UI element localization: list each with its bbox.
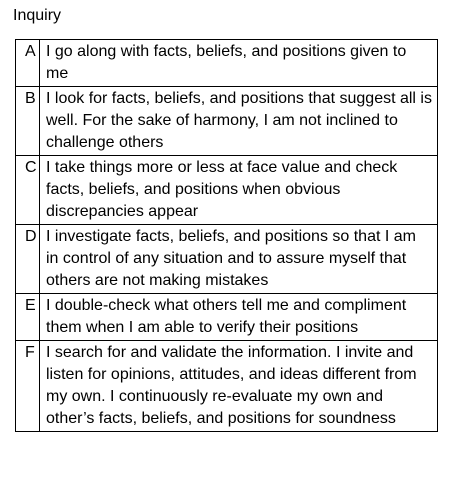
row-letter: D <box>16 225 40 294</box>
row-letter: F <box>16 341 40 432</box>
row-text: I look for facts, beliefs, and positions that suggest all is well. For the sake of harmony, I am not inclined to challenge others <box>40 87 438 156</box>
row-letter: C <box>16 156 40 225</box>
row-text: I investigate facts, beliefs, and positions so that I am in control of any situation and to assure myself that others are not making mistakes <box>40 225 438 294</box>
table-row <box>16 294 438 341</box>
row-text: I search for and validate the information. I invite and listen for opinions, attitudes, and ideas different from my own. I continuously re-evaluate my own and other’s facts, beliefs, and positions for soundness <box>40 341 438 432</box>
row-text: I double-check what others tell me and compliment them when I am able to verify their positions <box>40 294 438 341</box>
table-row <box>16 40 438 87</box>
table-row <box>16 341 438 432</box>
table-row <box>16 156 438 225</box>
table-row <box>16 225 438 294</box>
row-letter: B <box>16 87 40 156</box>
table-row <box>16 87 438 156</box>
row-text: I take things more or less at face value and check facts, beliefs, and positions when obvious discrepancies appear <box>40 156 438 225</box>
row-text: I go along with facts, beliefs, and positions given to me <box>40 40 438 87</box>
inquiry-table <box>15 39 438 432</box>
document-title: Inquiry <box>13 7 62 24</box>
row-letter: E <box>16 294 40 341</box>
row-letter: A <box>16 40 40 87</box>
